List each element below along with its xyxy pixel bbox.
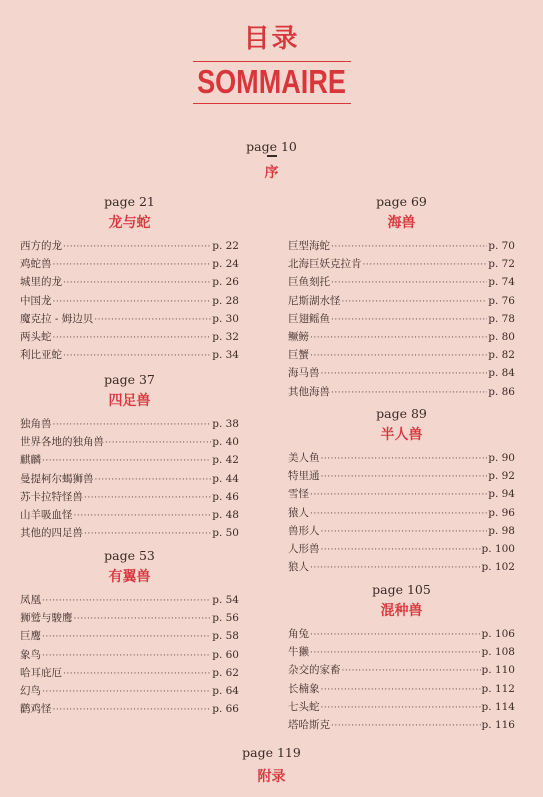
- toc-entry[interactable]: [288, 383, 515, 401]
- entry-name: 尼斯湖水怪: [288, 294, 341, 307]
- section-title[interactable]: 四足兽: [108, 393, 151, 409]
- entry-name: 两头蛇: [20, 330, 52, 343]
- entry-name: 利比亚蛇: [20, 349, 62, 362]
- toc-entry[interactable]: [288, 237, 515, 255]
- entry-page: p. 44: [212, 472, 239, 485]
- entry-page: p. 80: [488, 330, 515, 343]
- entry-page: p. 108: [481, 646, 515, 659]
- toc-entry[interactable]: [288, 643, 515, 661]
- entry-name: 麒麟: [20, 454, 41, 467]
- leader-dots: [63, 347, 211, 365]
- leader-dots: [74, 507, 212, 525]
- entry-page: p. 72: [488, 258, 515, 271]
- entry-name: 苏卡拉特怪兽: [20, 490, 83, 503]
- entry-page: p. 50: [212, 527, 239, 540]
- entry-name: 山羊吸血怪: [20, 508, 73, 521]
- leader-dots: [53, 293, 212, 311]
- entry-name: 魔克拉 - 姆边贝: [20, 312, 94, 325]
- entry-name: 世界各地的独角兽: [20, 436, 104, 449]
- toc-entry[interactable]: [288, 698, 515, 716]
- toc-entry[interactable]: [20, 273, 239, 291]
- entry-page: p. 106: [481, 628, 515, 640]
- leader-dots: [94, 311, 211, 329]
- entry-page: p. 102: [481, 561, 515, 574]
- entry-page: p. 48: [212, 508, 239, 521]
- entry-page: p. 38: [212, 418, 239, 430]
- toc-entry[interactable]: [20, 646, 239, 664]
- toc-entry[interactable]: [288, 346, 515, 364]
- toc-entry[interactable]: [20, 237, 239, 255]
- leader-dots: [42, 683, 211, 701]
- toc-entry[interactable]: [20, 488, 239, 506]
- section-page-label: page 21: [104, 194, 155, 209]
- entry-name: 海马兽: [288, 367, 320, 380]
- toc-entry[interactable]: [288, 485, 515, 503]
- leader-dots: [310, 329, 487, 347]
- entry-name: 其他海兽: [288, 385, 330, 398]
- section-page-label: page 89: [376, 406, 427, 421]
- entry-name: 巨蟹: [288, 349, 309, 362]
- toc-entry[interactable]: [20, 700, 239, 718]
- leader-dots: [74, 610, 212, 628]
- toc-entry[interactable]: [20, 328, 239, 346]
- entry-page: p. 78: [488, 312, 515, 325]
- entry-name: 美人鱼: [288, 452, 320, 464]
- entry-name: 巨翅鳐鱼: [288, 312, 330, 325]
- entry-name: 人形兽: [288, 542, 320, 555]
- leader-dots: [331, 274, 487, 292]
- section-dragons-snakes: [20, 193, 239, 364]
- preface-dash: [267, 155, 277, 157]
- leader-dots: [331, 238, 487, 256]
- preface-title[interactable]: 序: [264, 165, 279, 181]
- leader-dots: [42, 592, 211, 610]
- entry-name: 雪怪: [288, 488, 309, 501]
- leader-dots: [342, 293, 488, 311]
- toc-entry[interactable]: [288, 310, 515, 328]
- preface-page-label: page 10: [246, 139, 297, 154]
- toc-entry[interactable]: [288, 661, 515, 679]
- section-hybrid-beasts: [288, 581, 515, 734]
- toc-entry[interactable]: [20, 451, 239, 469]
- leader-dots: [321, 523, 488, 541]
- entry-name: 塔哈斯克: [288, 718, 330, 731]
- leader-dots: [63, 238, 211, 256]
- entry-page: p. 66: [212, 703, 239, 716]
- leader-dots: [310, 626, 481, 644]
- entry-name: 巨鱼刻托: [288, 276, 330, 289]
- section-title[interactable]: 有翼兽: [108, 569, 151, 585]
- entry-name: 巨鹰: [20, 630, 41, 643]
- toc-entry[interactable]: [20, 524, 239, 542]
- entry-name: 哈耳庇厄: [20, 666, 62, 679]
- toc-entry[interactable]: [20, 470, 239, 488]
- entry-page: p. 100: [481, 542, 515, 555]
- leader-dots: [363, 256, 488, 274]
- leader-dots: [53, 416, 212, 434]
- title-rule-bottom: [193, 103, 351, 104]
- entry-page: p. 84: [488, 367, 515, 380]
- toc-entry[interactable]: [288, 504, 515, 522]
- section-title[interactable]: 混种兽: [380, 603, 423, 619]
- entry-page: p. 114: [481, 700, 515, 713]
- entry-page: p. 26: [212, 276, 239, 289]
- entry-page: p. 112: [481, 682, 515, 695]
- section-title[interactable]: 龙与蛇: [108, 215, 151, 231]
- entry-page: p. 40: [212, 436, 239, 449]
- toc-entry[interactable]: [288, 558, 515, 576]
- entry-page: p. 90: [488, 452, 515, 464]
- entry-name: 狮鹫与駿鹰: [20, 612, 73, 625]
- entry-page: p. 86: [488, 385, 515, 398]
- entry-page: p. 70: [488, 240, 515, 252]
- entry-page: p. 54: [212, 594, 239, 606]
- entry-name: 曼提柯尔蝎狮兽: [20, 472, 94, 485]
- leader-dots: [53, 329, 212, 347]
- entry-page: p. 60: [212, 648, 239, 661]
- entry-name: 猿人: [288, 506, 309, 519]
- section-title[interactable]: 海兽: [387, 215, 416, 231]
- section-page-label: page 53: [104, 548, 155, 563]
- entry-name: 鸡蛇兽: [20, 258, 52, 271]
- leader-dots: [63, 665, 211, 683]
- entry-page: p. 94: [488, 488, 515, 501]
- toc-entry[interactable]: [288, 680, 515, 698]
- leader-dots: [84, 525, 211, 543]
- leader-dots: [321, 468, 488, 486]
- leader-dots: [321, 450, 488, 468]
- section-page-label: page 105: [372, 582, 431, 597]
- entry-name: 巨型海蛇: [288, 240, 330, 252]
- leader-dots: [310, 505, 487, 523]
- entry-name: 其他的四足兽: [20, 527, 83, 540]
- toc-entry[interactable]: [288, 449, 515, 467]
- leader-dots: [310, 644, 481, 662]
- entry-page: p. 98: [488, 524, 515, 537]
- entry-page: p. 24: [212, 258, 239, 271]
- entry-name: 角兔: [288, 628, 309, 640]
- toc-entry[interactable]: [20, 664, 239, 682]
- leader-dots: [321, 699, 481, 717]
- entry-page: p. 92: [488, 470, 515, 483]
- entry-name: 长楠象: [288, 682, 320, 695]
- leader-dots: [321, 365, 488, 383]
- toc-entry[interactable]: [20, 627, 239, 645]
- section-sea-beasts: [288, 193, 515, 401]
- entry-page: p. 74: [488, 276, 515, 289]
- toc-entry[interactable]: [288, 467, 515, 485]
- leader-dots: [310, 559, 481, 577]
- entry-name: 狼人: [288, 561, 309, 574]
- entry-page: p. 22: [212, 240, 239, 252]
- entry-page: p. 116: [481, 718, 515, 731]
- leader-dots: [310, 347, 487, 365]
- entry-page: p. 28: [212, 294, 239, 307]
- toc-entry[interactable]: [20, 609, 239, 627]
- entry-name: 牛獭: [288, 646, 309, 659]
- toc-entry[interactable]: [20, 346, 239, 364]
- leader-dots: [95, 471, 212, 489]
- toc-entry[interactable]: [20, 292, 239, 310]
- leader-dots: [310, 486, 487, 504]
- appendix-page-ref: [0, 745, 543, 760]
- leader-dots: [63, 274, 211, 292]
- toc-entry[interactable]: [20, 506, 239, 524]
- section-page-label: page 37: [104, 372, 155, 387]
- entry-name: 凤凰: [20, 594, 41, 606]
- section-winged-beasts: [20, 547, 239, 718]
- toc-entry[interactable]: [288, 328, 515, 346]
- section-page-label: page 69: [376, 194, 427, 209]
- toc-entry[interactable]: [20, 415, 239, 433]
- entry-name: 杂交的家畜: [288, 664, 341, 677]
- toc-entry[interactable]: [288, 255, 515, 273]
- entry-name: 象鸟: [20, 648, 41, 661]
- entry-name: 七头蛇: [288, 700, 320, 713]
- toc-entry[interactable]: [20, 591, 239, 609]
- leader-dots: [53, 256, 212, 274]
- toc-entry[interactable]: [20, 255, 239, 273]
- entry-name: 鹳鸡怪: [20, 703, 52, 716]
- entry-name: 幻鸟: [20, 684, 41, 697]
- leader-dots: [321, 681, 481, 699]
- leader-dots: [84, 489, 211, 507]
- title-rule-top: [193, 61, 351, 62]
- entry-page: p. 96: [488, 506, 515, 519]
- entry-name: 兽形人: [288, 524, 320, 537]
- entry-page: p. 32: [212, 330, 239, 343]
- page-title-french: SOMMAIRE: [197, 63, 346, 100]
- toc-entry[interactable]: [20, 433, 239, 451]
- entry-name: 西方的龙: [20, 240, 62, 252]
- entry-name: 城里的龙: [20, 276, 62, 289]
- leader-dots: [53, 701, 212, 719]
- toc-entry[interactable]: [288, 522, 515, 540]
- section-title[interactable]: 半人兽: [380, 427, 423, 443]
- leader-dots: [331, 384, 487, 402]
- entry-name: 特里通: [288, 470, 320, 483]
- entry-page: p. 46: [212, 490, 239, 503]
- entry-page: p. 64: [212, 684, 239, 697]
- toc-entry[interactable]: [288, 292, 515, 310]
- entry-page: p. 34: [212, 349, 239, 362]
- entry-page: p. 110: [481, 664, 515, 677]
- leader-dots: [321, 541, 481, 559]
- toc-entry[interactable]: [288, 540, 515, 558]
- toc-entry[interactable]: [288, 716, 515, 734]
- entry-name: 中国龙: [20, 294, 52, 307]
- entry-name: 北海巨妖克拉肯: [288, 258, 362, 271]
- entry-page: p. 42: [212, 454, 239, 467]
- toc-entry[interactable]: [288, 625, 515, 643]
- appendix-page-label: page 119: [242, 745, 301, 760]
- appendix-title[interactable]: 附录: [257, 769, 286, 785]
- toc-entry[interactable]: [288, 364, 515, 382]
- entry-page: p. 30: [212, 312, 239, 325]
- page-title-chinese: 目录: [243, 24, 300, 54]
- toc-entry[interactable]: [20, 682, 239, 700]
- leader-dots: [331, 717, 481, 735]
- leader-dots: [42, 452, 211, 470]
- leader-dots: [42, 628, 211, 646]
- entry-page: p. 76: [488, 294, 515, 307]
- section-half-human-beasts: [288, 405, 515, 576]
- leader-dots: [42, 647, 211, 665]
- section-quadrupeds: [20, 371, 239, 542]
- entry-page: p. 62: [212, 666, 239, 679]
- leader-dots: [342, 662, 481, 680]
- entry-page: p. 82: [488, 349, 515, 362]
- toc-entry[interactable]: [20, 310, 239, 328]
- toc-entry[interactable]: [288, 273, 515, 291]
- entry-name: 独角兽: [20, 418, 52, 430]
- leader-dots: [331, 311, 487, 329]
- entry-page: p. 56: [212, 612, 239, 625]
- leader-dots: [105, 434, 211, 452]
- entry-page: p. 58: [212, 630, 239, 643]
- preface-page-ref: [0, 139, 543, 157]
- entry-name: 鳜鳑: [288, 330, 309, 343]
